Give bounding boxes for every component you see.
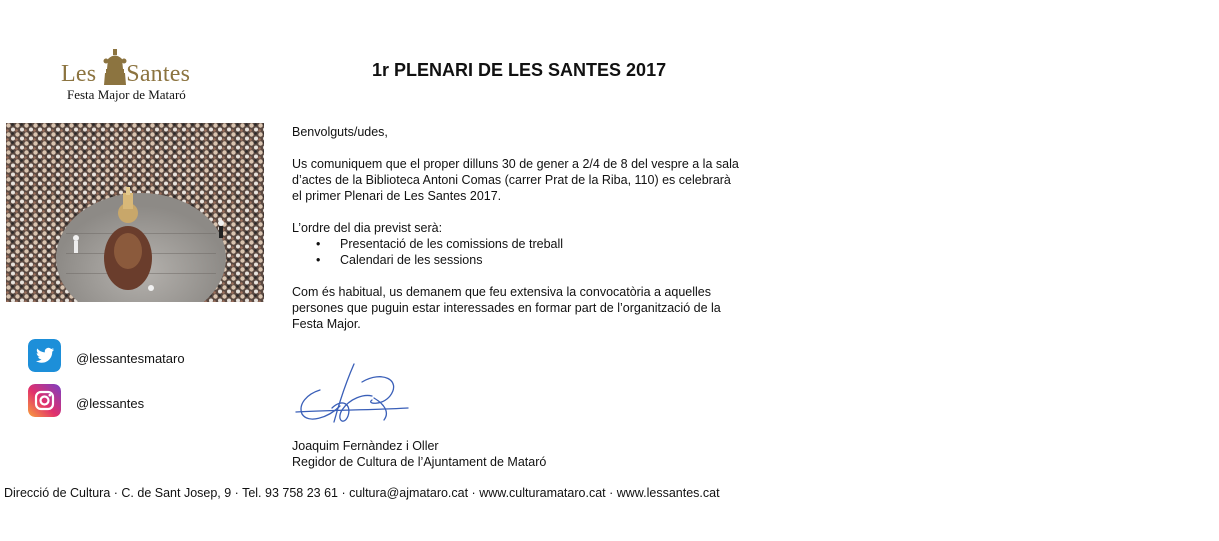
page-title: 1r PLENARI DE LES SANTES 2017 bbox=[372, 60, 667, 80]
les-santes-logo bbox=[58, 47, 208, 105]
letter-greeting: Benvolguts/udes, bbox=[292, 125, 388, 139]
paragraph-2-line-1: Com és habitual, us demanem que feu extensiva la convocatòria a aquelles bbox=[292, 285, 712, 299]
agenda-item-text: Presentació de les comissions de treball bbox=[340, 237, 564, 251]
twitter-handle[interactable]: @lessantesmataro bbox=[76, 351, 185, 366]
signer-block bbox=[292, 438, 546, 470]
crowd-photo bbox=[6, 123, 264, 302]
agenda-intro: L’ordre del dia previst serà: bbox=[292, 221, 443, 235]
agenda-list bbox=[292, 236, 792, 268]
instagram-link[interactable] bbox=[28, 384, 268, 418]
crown-icon bbox=[102, 49, 128, 87]
paragraph-1-line-3: el primer Plenari de Les Santes 2017. bbox=[292, 189, 502, 203]
handwritten-signature bbox=[292, 360, 412, 436]
instagram-handle[interactable]: @lessantes bbox=[76, 396, 145, 411]
logo-word-santes: Santes bbox=[126, 61, 191, 87]
logo-word-les: Les bbox=[61, 61, 97, 87]
crowd-photo-graphic bbox=[6, 123, 264, 302]
logo-subtitle: Festa Major de Mataró bbox=[67, 87, 186, 102]
bullet-icon: • bbox=[316, 237, 321, 251]
paragraph-2-line-2: persones que puguin estar interessades en formar part de l’organització de la bbox=[292, 301, 721, 315]
paragraph-2-line-3: Festa Major. bbox=[292, 317, 361, 331]
signer-role: Regidor de Cultura de l’Ajuntament de Mataró bbox=[292, 455, 547, 469]
agenda-item-text: Calendari de les sessions bbox=[340, 253, 483, 267]
instagram-icon bbox=[28, 384, 61, 417]
paragraph-1-line-2: d’actes de la Biblioteca Antoni Comas (carrer Prat de la Riba, 110) es celebrarà bbox=[292, 173, 731, 187]
agenda-item bbox=[292, 252, 792, 268]
paragraph-1-line-1: Us comuniquem que el proper dilluns 30 de gener a 2/4 de 8 del vespre a la sala bbox=[292, 157, 739, 171]
twitter-icon bbox=[28, 339, 61, 372]
bullet-icon: • bbox=[316, 253, 321, 267]
footer-contact: Direcció de Cultura · C. de Sant Josep, 9 · Tel. 93 758 23 61 · cultura@ajmataro.cat · www.culturamataro.cat · www.lessantes.cat bbox=[4, 486, 720, 500]
letter-body bbox=[292, 124, 792, 332]
twitter-link[interactable] bbox=[28, 339, 268, 373]
agenda-item bbox=[292, 236, 792, 252]
signer-name: Joaquim Fernàndez i Oller bbox=[292, 439, 439, 453]
